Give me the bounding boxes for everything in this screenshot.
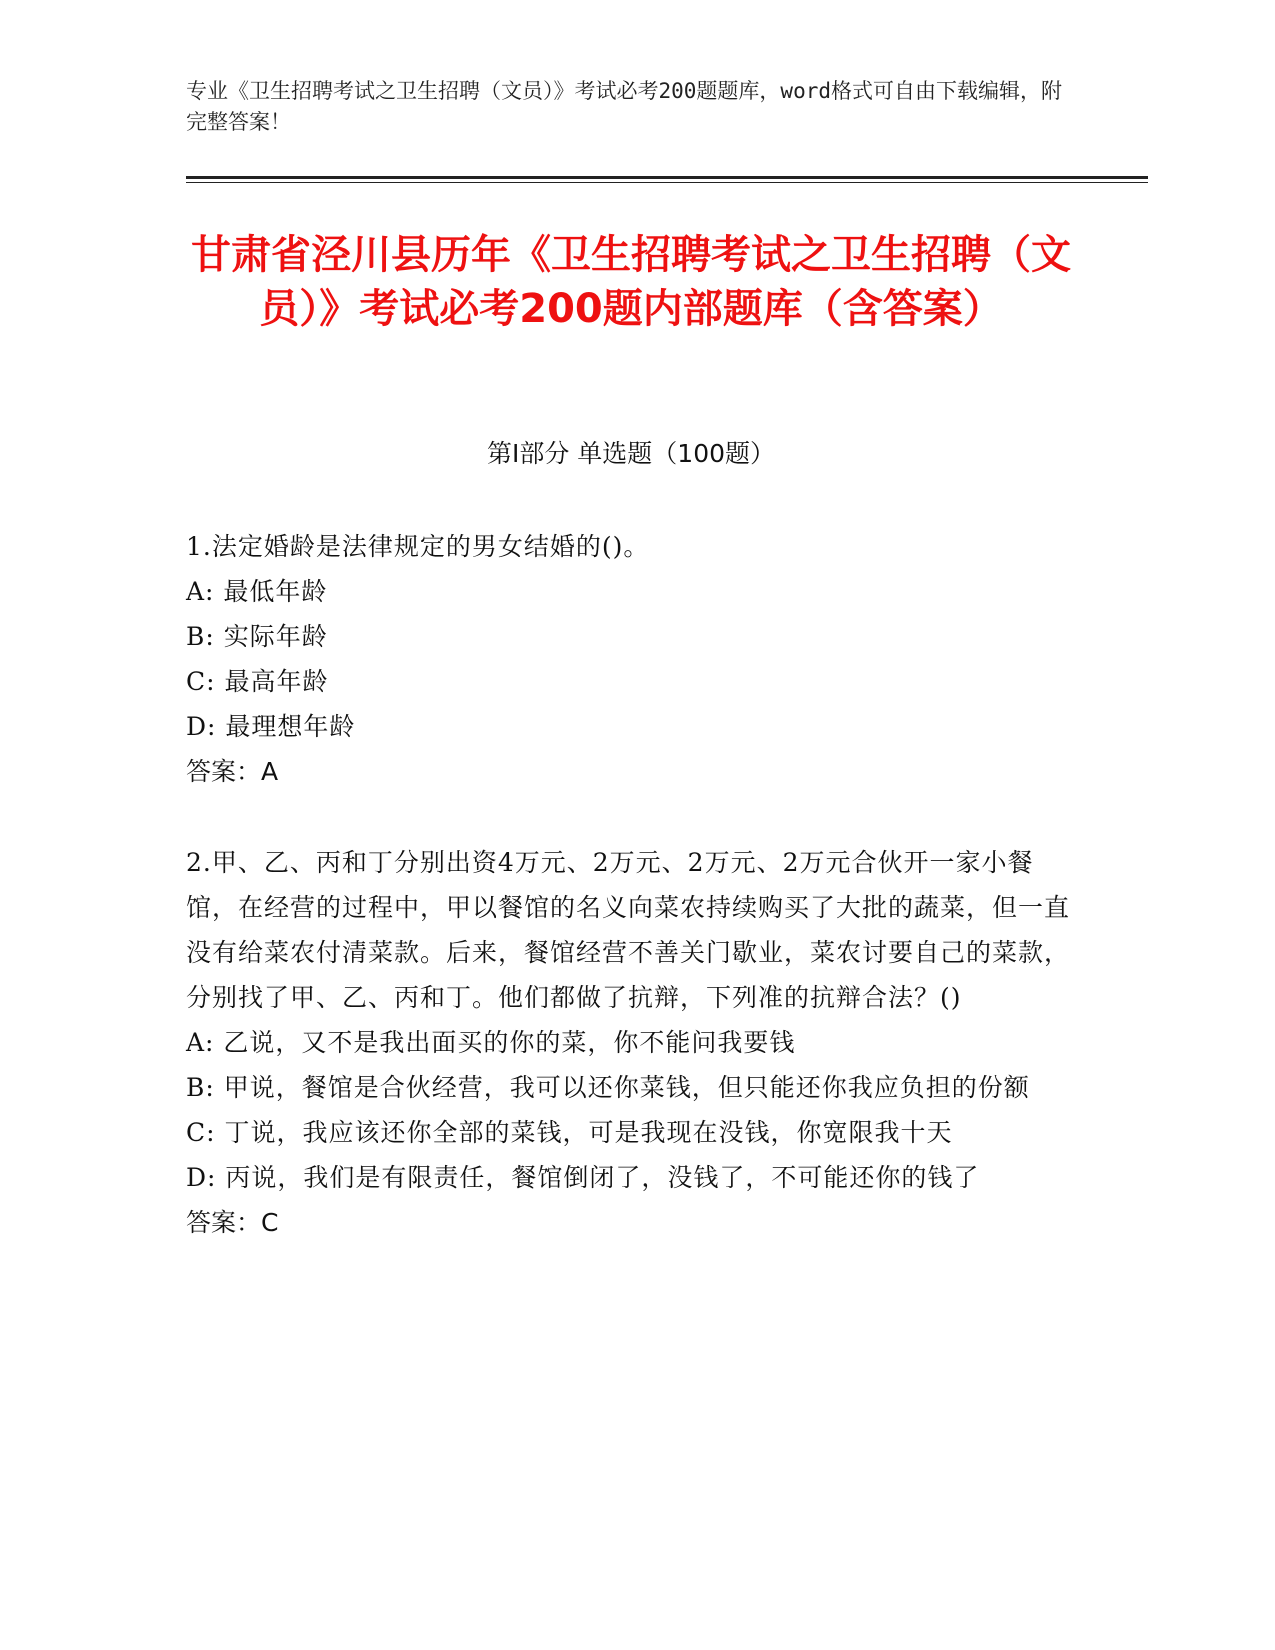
question-2 <box>186 840 1076 1245</box>
option-c: C: 最高年龄 <box>186 667 329 696</box>
option-c: C: 丁说，我应该还你全部的菜钱，可是我现在没钱，你宽限我十天 <box>186 1118 953 1147</box>
header-note: 专业《卫生招聘考试之卫生招聘（文员）》考试必考200题题库，word格式可自由下载编辑，附完整答案！ <box>186 79 1062 134</box>
header-divider-thin <box>186 182 1148 183</box>
option-b: B: 实际年龄 <box>186 622 328 651</box>
answer: 答案：A <box>186 757 279 786</box>
question-text: 2.甲、乙、丙和丁分别出资4万元、2万元、2万元、2万元合伙开一家小餐馆，在经营的过程中，甲以餐馆的名义向菜农持续购买了大批的蔬菜，但一直没有给菜农付清菜款。后来，餐馆经营不善关门歇业，菜农讨要自己的菜款，分别找了甲、乙、丙和丁。他们都做了抗辩，下列准的抗辩合法？() <box>186 848 1071 1012</box>
option-b: B: 甲说，餐馆是合伙经营，我可以还你菜钱，但只能还你我应负担的份额 <box>186 1073 1030 1102</box>
section-heading: 第I部分 单选题（100题） <box>486 439 776 468</box>
document-title: 甘肃省泾川县历年《卫生招聘考试之卫生招聘（文员）》考试必考200题内部题库（含答案） <box>191 232 1071 332</box>
option-d: D: 最理想年龄 <box>186 712 356 741</box>
option-a: A: 最低年龄 <box>186 577 328 606</box>
option-a: A: 乙说，又不是我出面买的你的菜，你不能问我要钱 <box>186 1028 796 1057</box>
header-divider-thick <box>186 176 1148 179</box>
question-text: 1.法定婚龄是法律规定的男女结婚的()。 <box>186 532 650 561</box>
option-d: D: 丙说，我们是有限责任，餐馆倒闭了，没钱了，不可能还你的钱了 <box>186 1163 980 1192</box>
answer: 答案：C <box>186 1208 279 1237</box>
question-1 <box>186 524 1076 794</box>
